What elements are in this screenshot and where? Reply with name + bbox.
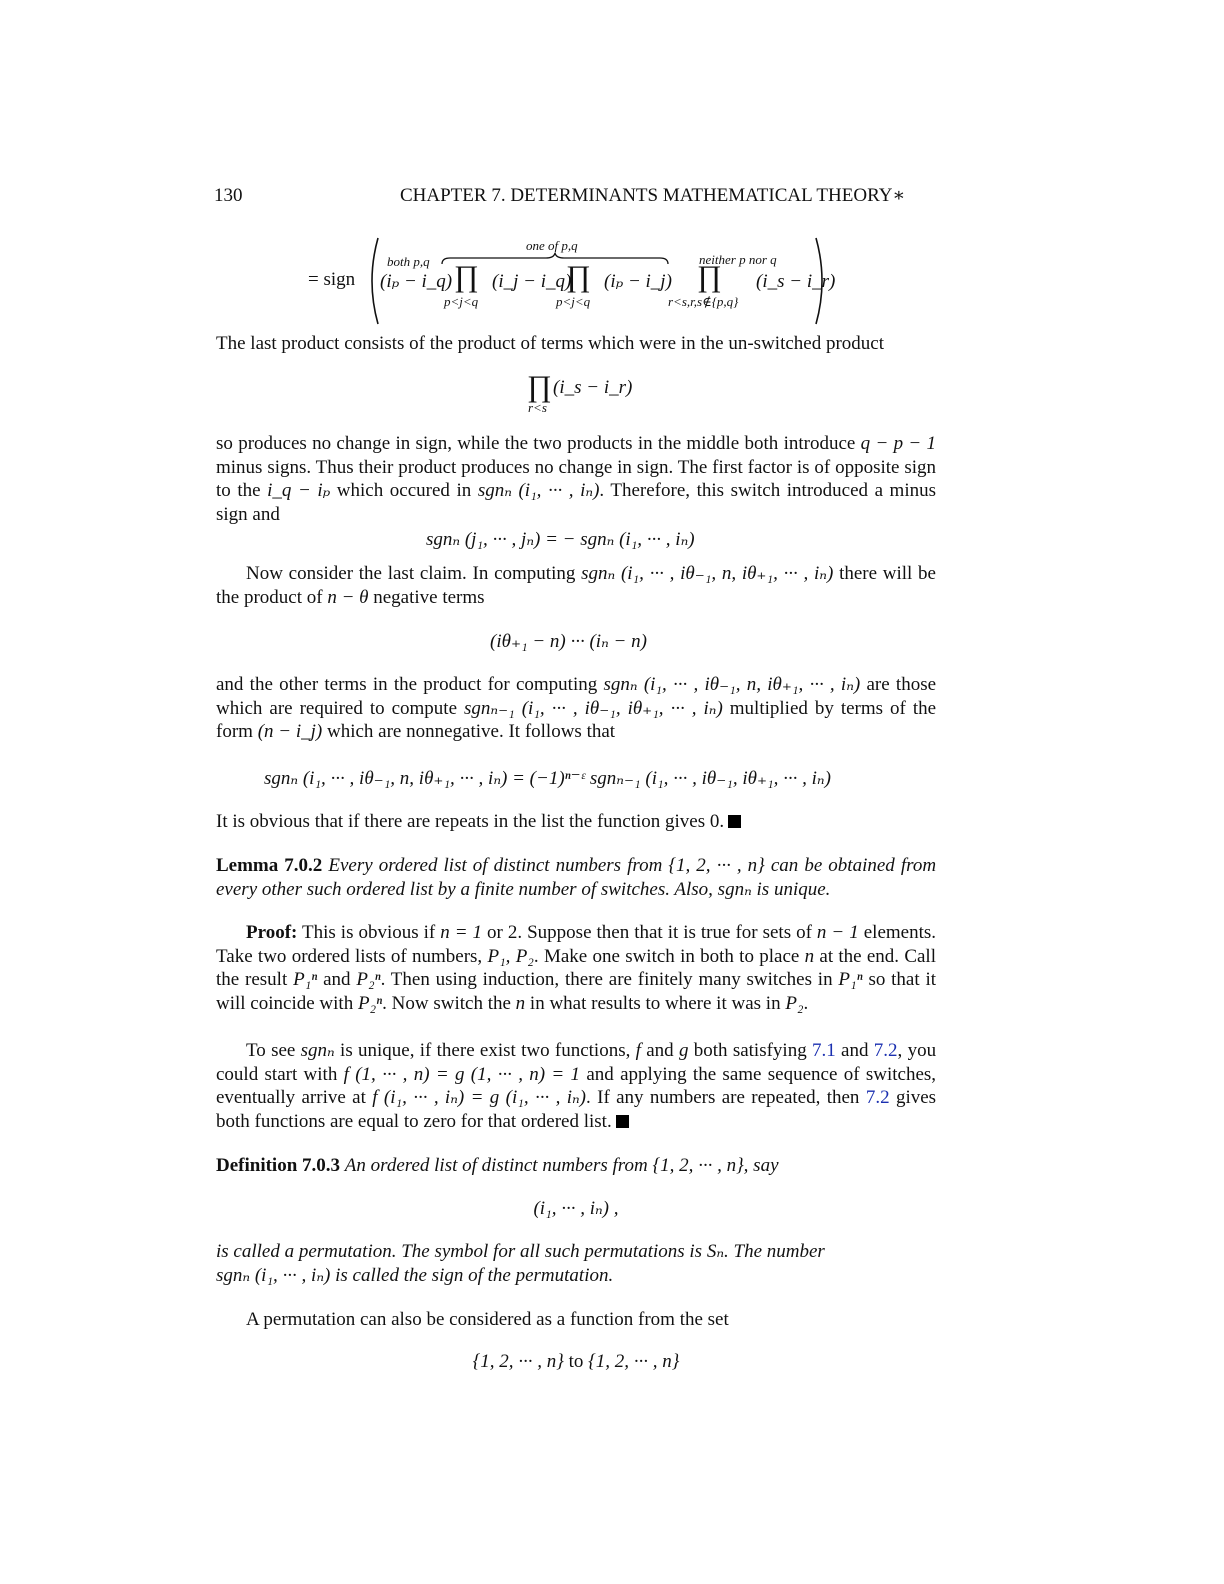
prod-symbol-2: ∏ (566, 260, 591, 293)
definition-continued: is called a permutation. The symbol for all such permutations is Sₙ. The number sgnₙ (i₁, ··· , iₙ) is called the sign of the permutation. (216, 1241, 825, 1286)
qed-square-2 (616, 1115, 629, 1128)
eq-term3: (iₚ − i_j) (604, 271, 672, 292)
eq-prod-symbol: ∏ (527, 370, 552, 403)
lemma-label: Lemma 7.0.2 (216, 855, 323, 876)
label-neither: neither p nor q (699, 252, 777, 267)
prod-sub-2: p<j<q (556, 294, 591, 309)
eq-last: {1, 2, ··· , n} to {1, 2, ··· , n} (472, 1351, 680, 1372)
definition-equation: (i₁, ··· , iₙ) , (533, 1198, 619, 1219)
ref-7-2-link[interactable]: 7.2 (873, 1040, 898, 1061)
paragraph-5: It is obvious that if there are repeats in the list the function gives 0. (216, 810, 936, 834)
definition-7-0-3: Definition 7.0.3 An ordered list of distinct numbers from {1, 2, ··· , n}, say (216, 1155, 779, 1176)
ref-7-1-link[interactable]: 7.1 (812, 1040, 836, 1061)
eq-prod-sub: r<s (528, 400, 547, 415)
paragraph-3: Now consider the last claim. In computing sgnₙ (i₁, ··· , iθ₋₁, n, iθ₊₁, ··· , iₙ) there will be the product of n − θ negative terms (216, 563, 936, 608)
paragraph-2: so produces no change in sign, while the two products in the middle both introduce q − p − 1 minus signs. Thus their product produces no change in sign. The first factor is of opposite sign to the i_q − iₚ which occured in sgnₙ (i₁, ··· , iₙ). Therefore, this switch introduced a minus sign and (216, 433, 937, 525)
eq-term4: (i_s − i_r) (756, 271, 836, 292)
lemma-7-0-2: Lemma 7.0.2 Every ordered list of distinct numbers from {1, 2, ··· , n} can be obtained from every other such ordered list by a finite number of switches. Also, sgnₙ is unique. (216, 855, 937, 900)
paragraph-1: The last product consists of the product of terms which were in the un-switched product (216, 333, 884, 354)
eq-term2: (i_j − i_q) (492, 271, 572, 292)
page-number: 130 (214, 185, 243, 206)
eq-follows: sgnₙ (i₁, ··· , iθ₋₁, n, iθ₊₁, ··· , iₙ) = (−1)ⁿ⁻ᵋ sgnₙ₋₁ (i₁, ··· , iθ₋₁, iθ₊₁, ··· , iₙ) (264, 768, 831, 789)
paragraph-4: and the other terms in the product for computing sgnₙ (i₁, ··· , iθ₋₁, n, iθ₊₁, ··· , iₙ) are those which are required to compute sgnₙ₋₁ (i₁, ··· , iθ₋₁, iθ₊₁, ··· , iₙ) multiplied by terms of the form (n − i_j) which are nonnegative. It follows that (216, 674, 937, 743)
prod-symbol-1: ∏ (454, 260, 479, 293)
proof: Proof: This is obvious if n = 1 or 2. Suppose then that it is true for sets of n − 1 elements. Take two ordered lists of numbers, P₁, P₂. Make one switch in both to place n at the end. Call the result P₁ⁿ and P₂ⁿ. Then using induction, there are finitely many switches in P₁ⁿ so that it will coincide with P₂ⁿ. Now switch the n in what results to where it was in P₂. (216, 922, 937, 1014)
eq-negative-terms: (iθ₊₁ − n) ··· (iₙ − n) (490, 631, 647, 652)
label-one-of: one of p,q (526, 238, 578, 253)
prod-sub-1: p<j<q (444, 294, 479, 309)
paragraph-6: To see sgnₙ is unique, if there exist two functions, f and g both satisfying 7.1 and 7.2, you could start with f (1, ··· , n) = g (1, ··· , n) = 1 and applying the same sequence of switches, eventually arrive at f (i₁, ··· , iₙ) = g (i₁, ··· , iₙ). If any numbers are repeated, then 7.2 gives both functions are equal to zero for that ordered list. (216, 1040, 937, 1132)
eq-prefix: = sign (308, 269, 356, 290)
prod-sub-3: r<s,r,s∉{p,q} (668, 294, 739, 309)
prod-symbol-3: ∏ (697, 260, 722, 293)
proof-label: Proof: (246, 922, 298, 943)
definition-label: Definition 7.0.3 (216, 1155, 341, 1176)
ref-7-2-link-2[interactable]: 7.2 (865, 1087, 890, 1109)
label-both: both p,q (387, 254, 430, 269)
eq-term1: (iₚ − i_q) (380, 271, 453, 292)
qed-square (728, 815, 741, 828)
running-title: CHAPTER 7. DETERMINANTS MATHEMATICAL THEORY∗ (400, 185, 906, 206)
eq-prod-term: (i_s − i_r) (553, 377, 633, 398)
left-big-paren (364, 236, 380, 326)
eq-sgn: sgnₙ (j₁, ··· , jₙ) = − sgnₙ (i₁, ··· , iₙ) (426, 529, 695, 550)
paragraph-7: A permutation can also be considered as a function from the set (246, 1309, 729, 1330)
